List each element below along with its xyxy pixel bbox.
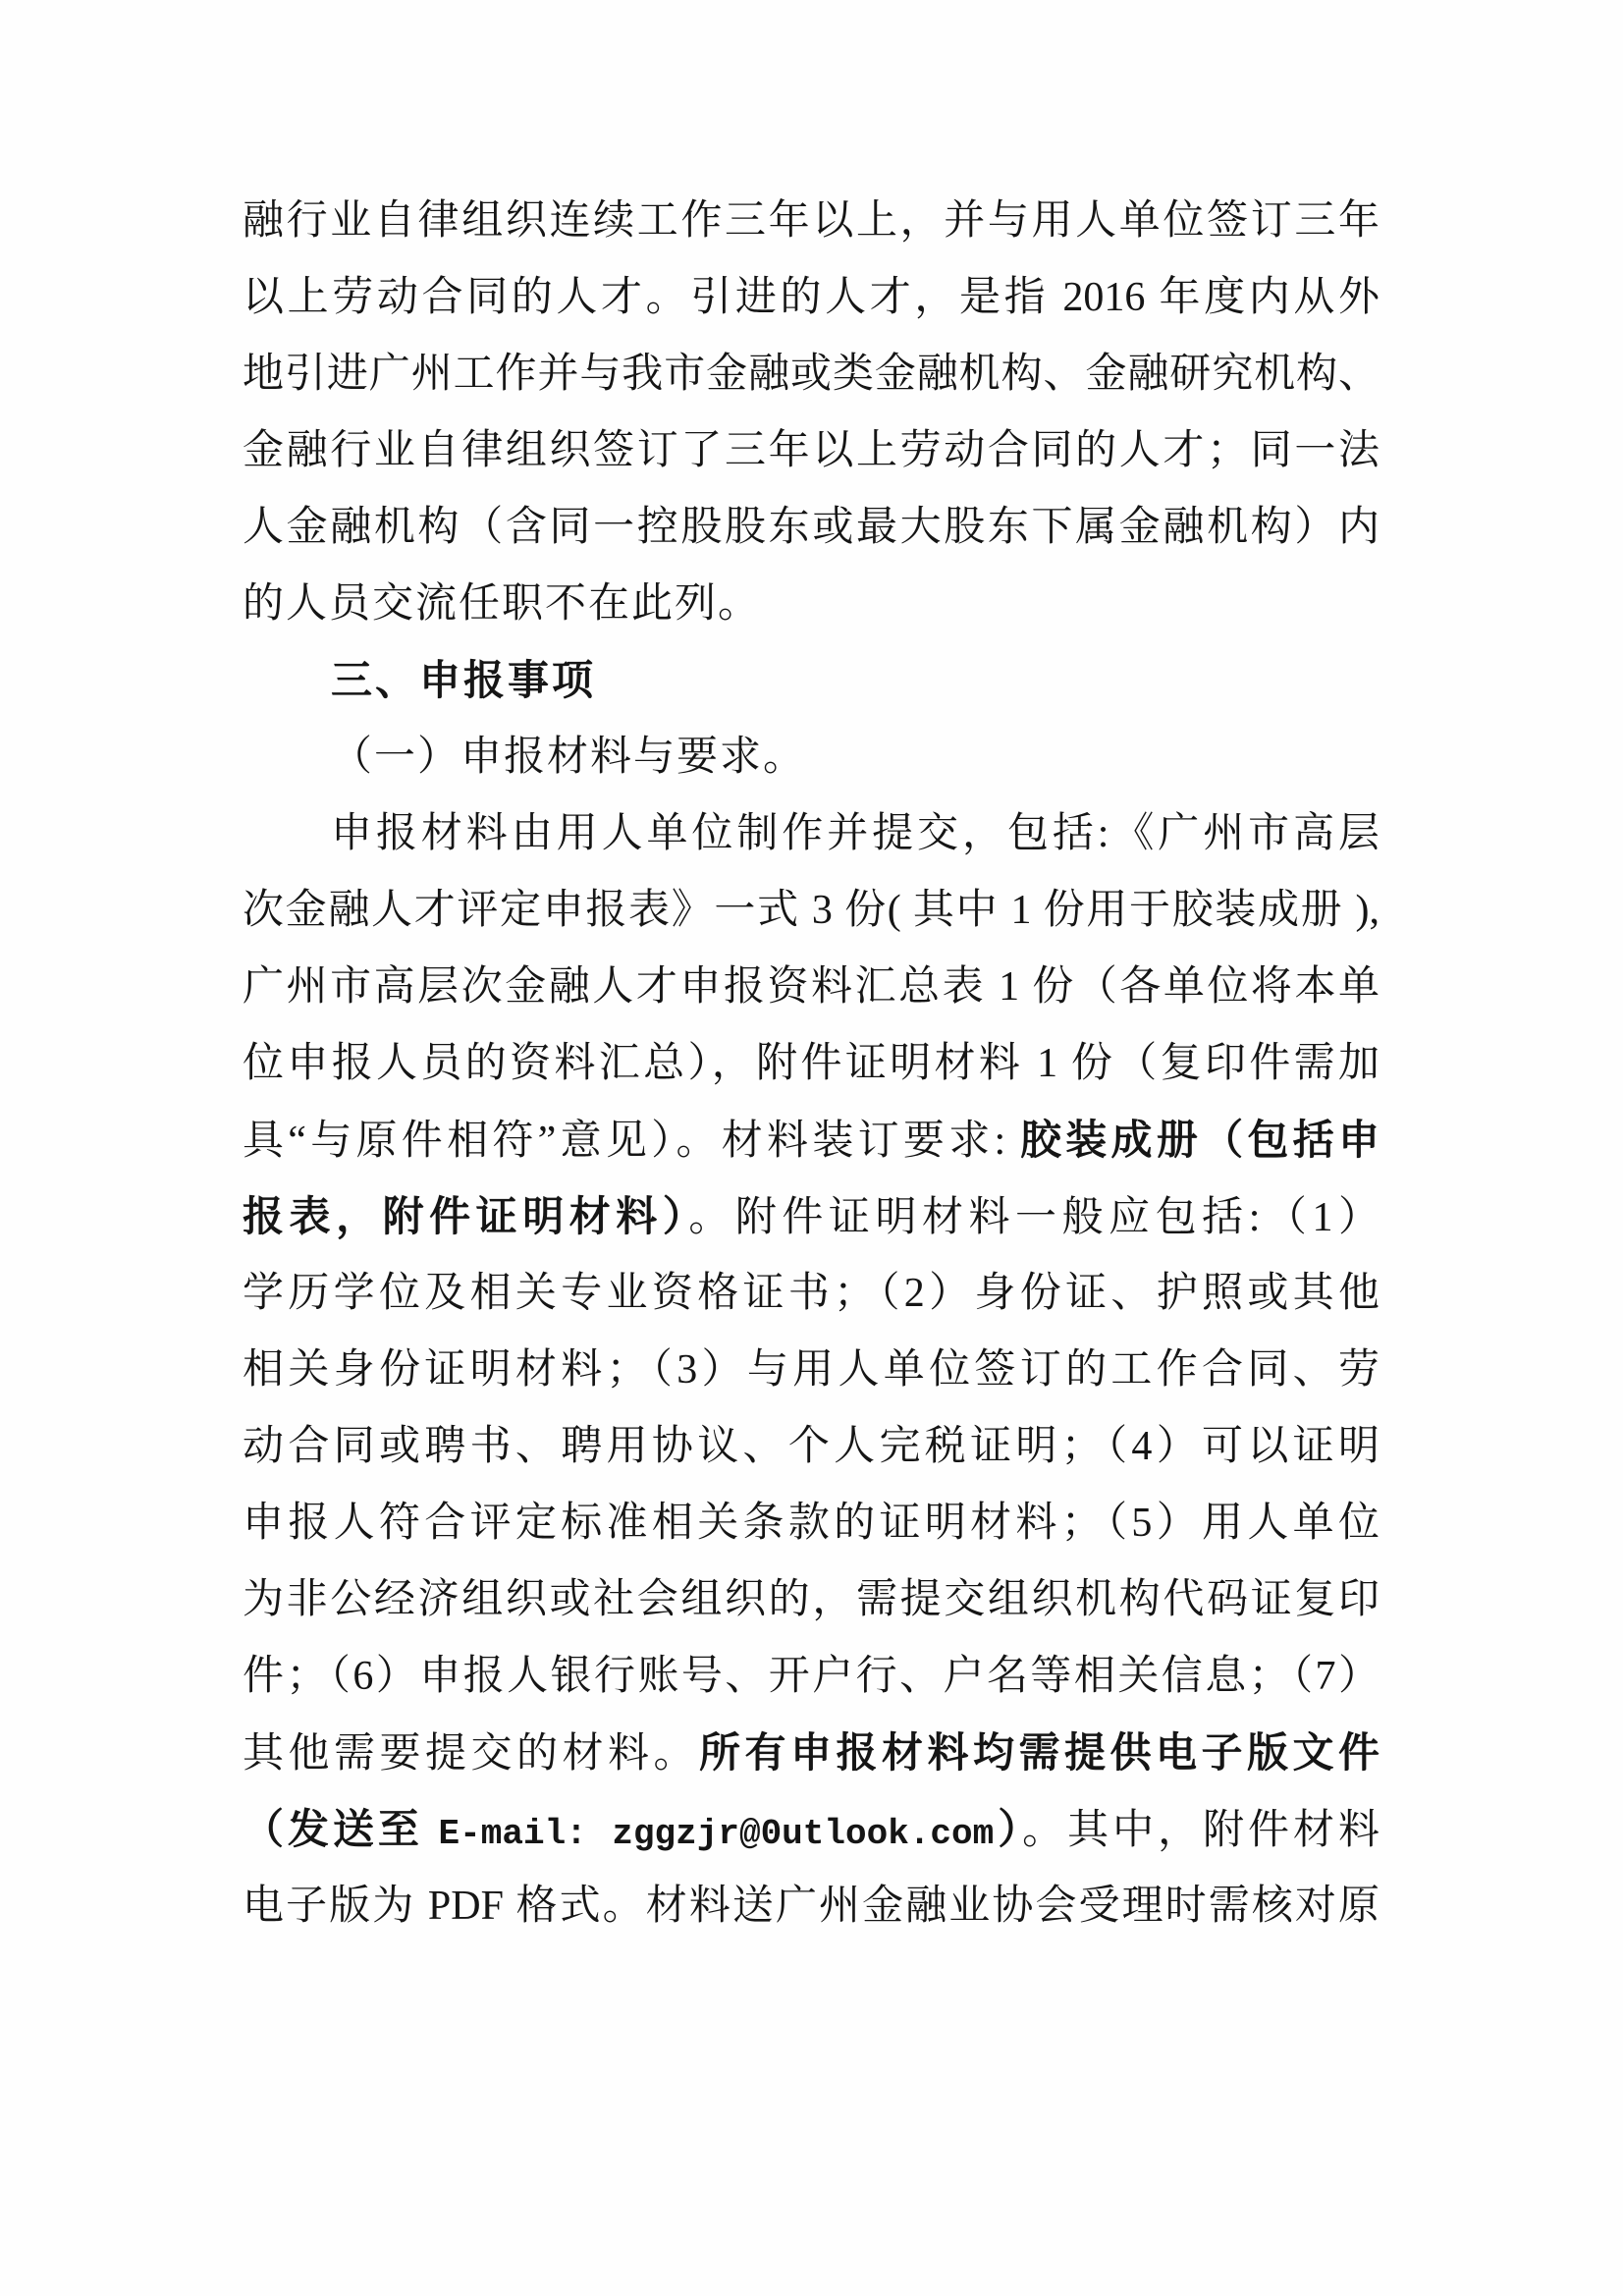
text-line (243, 1561, 1380, 1638)
line-text: 为非公经济组织或社会组织的，需提交组织机构代码证复印 (243, 1577, 1380, 1622)
line-text: 其他需要提交的材料。 (243, 1731, 699, 1777)
document-body (243, 183, 1380, 1944)
line-text: 金融行业自律组织签订了三年以上劳动合同的人才；同一法 (243, 428, 1380, 473)
subsection-heading (243, 719, 1380, 795)
line-text: 申报人符合评定标准相关条款的证明材料；（5）用人单位 (243, 1501, 1380, 1546)
line-text: 动合同或聘书、聘用协议、个人完税证明；（4）可以证明 (243, 1424, 1380, 1469)
email-address: E-mail: zggzjr@0utlook.com (438, 1814, 995, 1854)
emphasis-text: 报表，附件证明材料） (243, 1193, 689, 1239)
line-text: 件；（6）申报人银行账号、开户行、户名等相关信息；（7） (243, 1654, 1380, 1699)
line-text: 位申报人员的资料汇总），附件证明材料 1 份（复印件需加 (243, 1041, 1380, 1086)
text-line (243, 1255, 1380, 1332)
text-line (243, 1485, 1380, 1561)
text-line (243, 1332, 1380, 1408)
emphasis-text: ） (994, 1806, 1023, 1852)
text-line (243, 566, 1380, 642)
text-line (243, 412, 1380, 489)
text-line (243, 1715, 1380, 1791)
text-line (243, 1638, 1380, 1715)
line-text: 学历学位及相关专业资格证书；（2）身份证、护照或其他 (243, 1271, 1380, 1316)
text-line (243, 1868, 1380, 1944)
line-text: 次金融人才评定申报表》一式 3 份( 其中 1 份用于胶装成册 ), (243, 888, 1380, 933)
line-text: 电子版为 PDF 格式。材料送广州金融业协会受理时需核对原 (243, 1884, 1380, 1929)
line-text: 具“与原件相符”意见）。材料装订要求: (243, 1119, 1020, 1164)
line-text: 。其中，附件材料 (1022, 1808, 1380, 1853)
line-text: 地引进广州工作并与我市金融或类金融机构、金融研究机构、 (243, 352, 1380, 397)
text-line (243, 489, 1380, 566)
text-line (243, 1408, 1380, 1485)
line-text: 相关身份证明材料；（3）与用人单位签订的工作合同、劳 (243, 1347, 1380, 1393)
line-text: 融行业自律组织连续工作三年以上，并与用人单位签订三年 (243, 198, 1380, 244)
line-text: 以上劳动合同的人才。引进的人才，是指 2016 年度内从外 (243, 275, 1380, 320)
emphasis-text: 胶装成册（包括申 (1019, 1117, 1380, 1163)
line-text: 申报材料由用人单位制作并提交，包括:《广州市高层 (331, 811, 1380, 856)
line-text: 人金融机构（含同一控股股东或最大股东下属金融机构）内 (243, 505, 1380, 550)
emphasis-text: 所有申报材料均需提供电子版文件 (699, 1729, 1380, 1776)
line-text: 的人员交流任职不在此列。 (243, 581, 762, 627)
text-line (243, 1102, 1380, 1178)
text-line (243, 1791, 1380, 1868)
emphasis-text: （发送至 (243, 1806, 439, 1852)
line-text: 。附件证明材料一般应包括:（1） (688, 1195, 1380, 1240)
text-line (243, 949, 1380, 1025)
text-line (243, 183, 1380, 259)
text-line (243, 1178, 1380, 1255)
text-line (243, 336, 1380, 412)
section-heading (243, 642, 1380, 719)
text-line (243, 259, 1380, 336)
subsection-heading-text: （一）申报材料与要求。 (331, 735, 807, 780)
line-text: 广州市高层次金融人才申报资料汇总表 1 份（各单位将本单 (243, 964, 1380, 1010)
text-line (243, 795, 1380, 872)
text-line (243, 1025, 1380, 1102)
text-line (243, 872, 1380, 949)
section-heading-text: 三、申报事项 (331, 657, 597, 703)
